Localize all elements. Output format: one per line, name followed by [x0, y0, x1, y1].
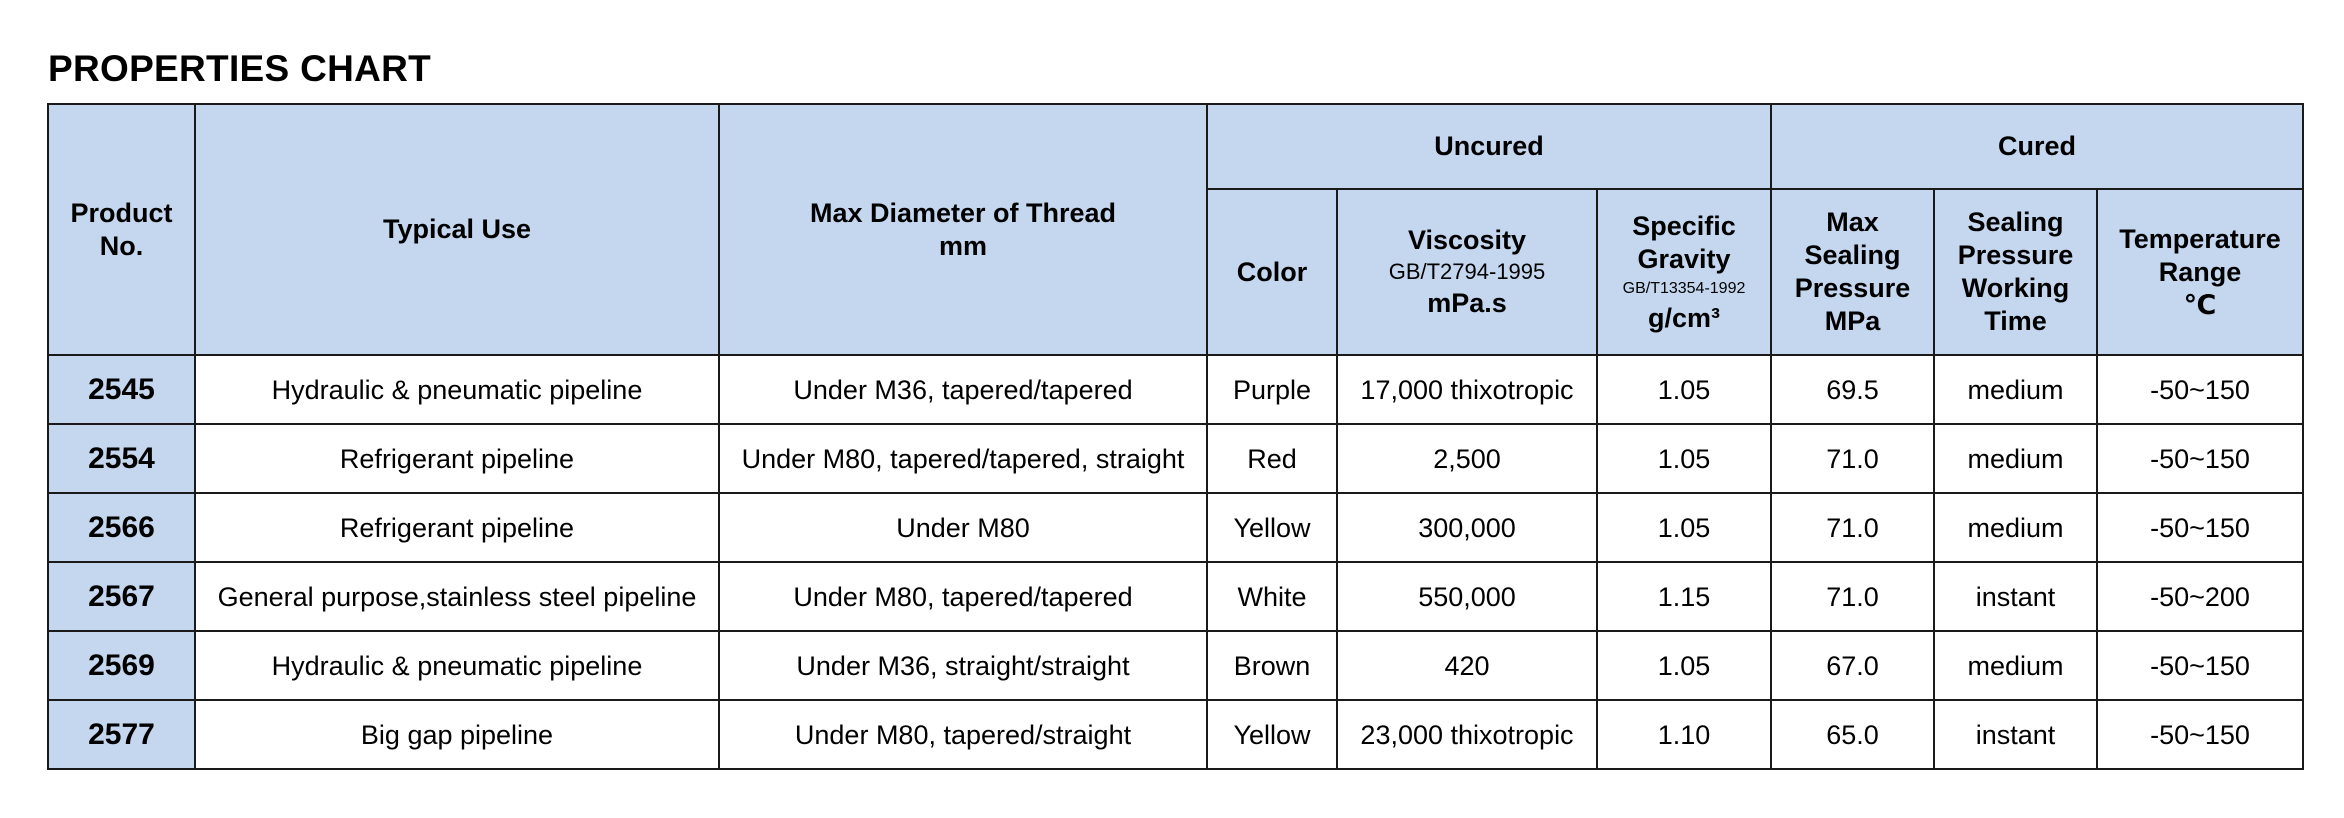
- temperature-range-cell: -50~150: [2097, 631, 2303, 700]
- specific-gravity-cell: 1.15: [1597, 562, 1771, 631]
- color-cell: Yellow: [1207, 493, 1337, 562]
- header-specific-gravity: Specific Gravity GB/T13354-1992 g/cm³: [1597, 189, 1771, 355]
- viscosity-cell: 2,500: [1337, 424, 1597, 493]
- max-sealing-pressure-cell: 71.0: [1771, 562, 1934, 631]
- working-time-cell: medium: [1934, 631, 2097, 700]
- temperature-range-cell: -50~150: [2097, 424, 2303, 493]
- viscosity-cell: 550,000: [1337, 562, 1597, 631]
- product-no-cell: 2577: [48, 700, 195, 769]
- table-row: [48, 631, 2303, 700]
- color-cell: Brown: [1207, 631, 1337, 700]
- working-time-cell: medium: [1934, 424, 2097, 493]
- color-cell: Red: [1207, 424, 1337, 493]
- header-max-sealing-pressure: Max Sealing Pressure MPa: [1771, 189, 1934, 355]
- specific-gravity-standard: GB/T13354-1992: [1622, 279, 1746, 297]
- max-diameter-cell: Under M36, tapered/tapered: [719, 355, 1207, 424]
- typical-use-cell: General purpose,stainless steel pipeline: [195, 562, 719, 631]
- viscosity-standard: GB/T2794-1995: [1388, 259, 1546, 284]
- max-sealing-pressure-cell: 67.0: [1771, 631, 1934, 700]
- temperature-range-cell: -50~150: [2097, 355, 2303, 424]
- properties-table: [47, 103, 2304, 770]
- working-time-cell: instant: [1934, 700, 2097, 769]
- max-sealing-pressure-cell: 65.0: [1771, 700, 1934, 769]
- typical-use-cell: Hydraulic & pneumatic pipeline: [195, 631, 719, 700]
- max-diameter-cell: Under M80, tapered/tapered, straight: [719, 424, 1207, 493]
- temperature-range-cell: -50~150: [2097, 493, 2303, 562]
- header-color: Color: [1207, 189, 1337, 355]
- temperature-range-cell: -50~200: [2097, 562, 2303, 631]
- typical-use-cell: Refrigerant pipeline: [195, 424, 719, 493]
- viscosity-cell: 420: [1337, 631, 1597, 700]
- viscosity-cell: 23,000 thixotropic: [1337, 700, 1597, 769]
- header-typical-use: Typical Use: [195, 104, 719, 355]
- header-max-diameter: Max Diameter of Thread mm: [719, 104, 1207, 355]
- color-cell: Purple: [1207, 355, 1337, 424]
- typical-use-cell: Big gap pipeline: [195, 700, 719, 769]
- header-group-uncured: Uncured: [1207, 104, 1771, 189]
- max-diameter-cell: Under M80, tapered/straight: [719, 700, 1207, 769]
- max-diameter-cell: Under M36, straight/straight: [719, 631, 1207, 700]
- header-temperature-range: Temperature Range ℃: [2097, 189, 2303, 355]
- header-viscosity: Viscosity GB/T2794-1995 mPa.s: [1337, 189, 1597, 355]
- working-time-cell: medium: [1934, 355, 2097, 424]
- specific-gravity-cell: 1.05: [1597, 631, 1771, 700]
- product-no-cell: 2566: [48, 493, 195, 562]
- specific-gravity-cell: 1.05: [1597, 493, 1771, 562]
- header-group-cured: Cured: [1771, 104, 2303, 189]
- viscosity-cell: 17,000 thixotropic: [1337, 355, 1597, 424]
- working-time-cell: medium: [1934, 493, 2097, 562]
- page-title: PROPERTIES CHART: [48, 48, 432, 89]
- color-cell: Yellow: [1207, 700, 1337, 769]
- header-sealing-pressure-working-time: Sealing Pressure Working Time: [1934, 189, 2097, 355]
- max-sealing-pressure-cell: 69.5: [1771, 355, 1934, 424]
- specific-gravity-cell: 1.10: [1597, 700, 1771, 769]
- product-no-cell: 2545: [48, 355, 195, 424]
- table-row: [48, 424, 2303, 493]
- table-row: [48, 493, 2303, 562]
- typical-use-cell: Refrigerant pipeline: [195, 493, 719, 562]
- table-row: [48, 562, 2303, 631]
- working-time-cell: instant: [1934, 562, 2097, 631]
- specific-gravity-cell: 1.05: [1597, 355, 1771, 424]
- viscosity-cell: 300,000: [1337, 493, 1597, 562]
- color-cell: White: [1207, 562, 1337, 631]
- table-row: [48, 700, 2303, 769]
- product-no-cell: 2554: [48, 424, 195, 493]
- temperature-range-cell: -50~150: [2097, 700, 2303, 769]
- header-row-groups: [48, 104, 2303, 189]
- max-sealing-pressure-cell: 71.0: [1771, 493, 1934, 562]
- specific-gravity-cell: 1.05: [1597, 424, 1771, 493]
- typical-use-cell: Hydraulic & pneumatic pipeline: [195, 355, 719, 424]
- max-diameter-cell: Under M80, tapered/tapered: [719, 562, 1207, 631]
- max-diameter-cell: Under M80: [719, 493, 1207, 562]
- table-row: [48, 355, 2303, 424]
- product-no-cell: 2569: [48, 631, 195, 700]
- product-no-cell: 2567: [48, 562, 195, 631]
- header-product-no: Product No.: [48, 104, 195, 355]
- max-sealing-pressure-cell: 71.0: [1771, 424, 1934, 493]
